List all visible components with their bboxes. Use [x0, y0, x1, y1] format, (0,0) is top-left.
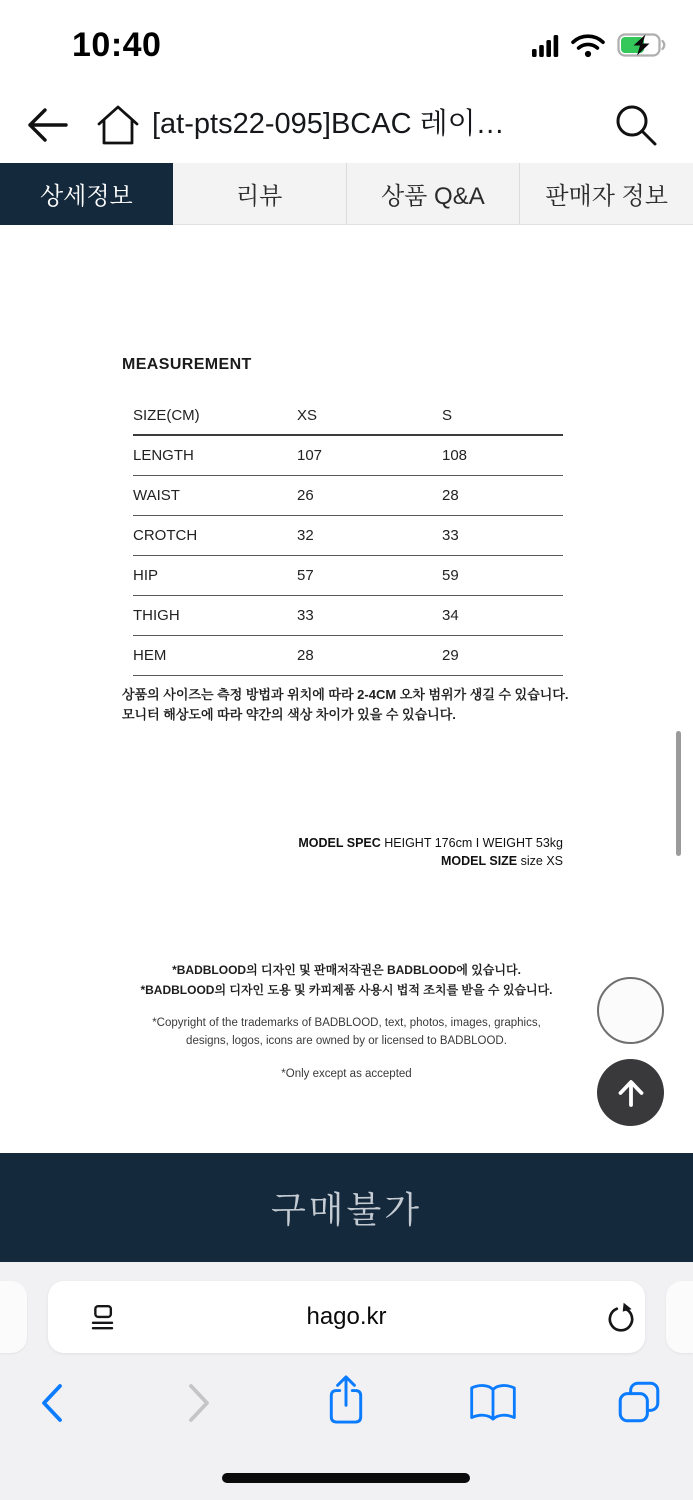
- model-spec-label: MODEL SPEC: [298, 836, 381, 850]
- model-size-value: size XS: [517, 853, 563, 868]
- book-icon: [467, 1380, 519, 1426]
- table-cell: CROTCH: [133, 516, 297, 556]
- measurement-table: [133, 396, 563, 676]
- floating-circle-button[interactable]: [597, 977, 664, 1044]
- model-spec-value: HEIGHT 176cm I WEIGHT 53kg: [380, 836, 563, 850]
- purchase-unavailable-label: 구매불가: [270, 1189, 423, 1230]
- table-row: [133, 636, 563, 676]
- size-notice: [122, 685, 569, 725]
- arrow-up-icon: [613, 1075, 649, 1111]
- search-button[interactable]: [608, 97, 664, 153]
- scrollbar-thumb[interactable]: [676, 731, 681, 856]
- table-header-cell: XS: [297, 396, 442, 435]
- back-button[interactable]: [18, 97, 74, 153]
- previous-tab-stub[interactable]: [0, 1281, 27, 1353]
- copyright-line: *Copyright of the trademarks of BADBLOOD, text, photos, images, graphics,: [152, 1017, 541, 1029]
- tabs-button[interactable]: [614, 1375, 664, 1429]
- table-cell: 108: [442, 435, 563, 476]
- product-detail-content: [0, 225, 693, 1153]
- bookmarks-button[interactable]: [466, 1378, 520, 1428]
- tab-product-qna[interactable]: 상품 Q&A: [346, 163, 520, 225]
- table-cell: 57: [297, 556, 442, 596]
- chevron-left-icon: [37, 1380, 67, 1426]
- reader-options-button[interactable]: [82, 1297, 122, 1337]
- search-icon: [613, 102, 659, 148]
- home-button[interactable]: [90, 97, 146, 153]
- table-cell: 34: [442, 596, 563, 636]
- table-cell: 28: [297, 636, 442, 676]
- tab-detail-info[interactable]: 상세정보: [0, 163, 173, 225]
- table-cell: 33: [297, 596, 442, 636]
- wifi-icon: [570, 32, 606, 58]
- table-header-row: [133, 396, 563, 435]
- product-tab-bar: [0, 163, 693, 225]
- reload-icon: [605, 1300, 637, 1334]
- copyright-line: designs, logos, icons are owned by or licensed to BADBLOOD.: [186, 1035, 507, 1047]
- size-notice-line: 상품의 사이즈는 측정 방법과 위치에 따라 2-4CM 오차 범위가 생길 수 있습니다.: [122, 687, 569, 702]
- tab-reviews[interactable]: 리뷰: [173, 163, 346, 225]
- table-cell: HIP: [133, 556, 297, 596]
- next-tab-stub[interactable]: [666, 1281, 693, 1353]
- reload-button[interactable]: [601, 1297, 641, 1337]
- table-cell: 59: [442, 556, 563, 596]
- table-row: [133, 476, 563, 516]
- table-cell: WAIST: [133, 476, 297, 516]
- model-size-label: MODEL SIZE: [440, 853, 518, 868]
- table-cell: 32: [297, 516, 442, 556]
- status-icons: [532, 32, 667, 58]
- table-cell: HEM: [133, 636, 297, 676]
- table-cell: 28: [442, 476, 563, 516]
- arrow-left-icon: [22, 103, 70, 147]
- table-cell: LENGTH: [133, 435, 297, 476]
- copyright-exception: *Only except as accepted: [281, 1068, 412, 1080]
- model-spec-line: [298, 835, 563, 853]
- browser-forward-button[interactable]: [181, 1378, 217, 1428]
- copyright-korean: [60, 961, 633, 1000]
- page-title: [at-pts22-095]BCAC 레이…: [152, 108, 505, 140]
- chevron-right-icon: [184, 1380, 214, 1426]
- home-icon: [93, 102, 143, 148]
- tabs-icon: [615, 1378, 663, 1426]
- address-bar[interactable]: [48, 1281, 645, 1353]
- table-cell: THIGH: [133, 596, 297, 636]
- size-notice-line: 모니터 해상도에 따라 약간의 색상 차이가 있을 수 있습니다.: [122, 707, 456, 722]
- table-row: [133, 596, 563, 636]
- table-row: [133, 516, 563, 556]
- table-cell: 26: [297, 476, 442, 516]
- measurement-title: MEASUREMENT: [122, 356, 252, 373]
- table-cell: 29: [442, 636, 563, 676]
- table-cell: 107: [297, 435, 442, 476]
- copyright-line: *BADBLOOD의 디자인 및 판매저작권은 BADBLOOD에 있습니다.: [172, 963, 521, 977]
- share-button[interactable]: [324, 1370, 368, 1430]
- browser-back-button[interactable]: [34, 1378, 70, 1428]
- reader-icon: [87, 1302, 118, 1333]
- table-row: [133, 435, 563, 476]
- browser-chrome: [0, 1262, 693, 1500]
- table-row: [133, 556, 563, 596]
- scroll-to-top-button[interactable]: [597, 1059, 664, 1126]
- model-size-line: [298, 853, 563, 871]
- url-text: hago.kr: [306, 1303, 387, 1330]
- purchase-unavailable-button[interactable]: [0, 1153, 693, 1262]
- table-header-cell: SIZE(CM): [133, 396, 297, 435]
- share-icon: [325, 1373, 367, 1427]
- model-spec: [298, 835, 563, 870]
- tab-seller-info[interactable]: 판매자 정보: [519, 163, 693, 225]
- table-header-cell: S: [442, 396, 563, 435]
- nav-bar: [0, 85, 693, 163]
- battery-charging-icon: [617, 33, 667, 57]
- status-time: 10:40: [72, 26, 162, 64]
- copyright-english: [60, 1014, 633, 1050]
- table-cell: 33: [442, 516, 563, 556]
- copyright-line: *BADBLOOD의 디자인 도용 및 카피제품 사용시 법적 조치를 받을 수 있습니다.: [140, 982, 553, 997]
- status-bar: [0, 0, 693, 85]
- signal-strength-icon: [532, 32, 559, 58]
- home-indicator[interactable]: [222, 1473, 470, 1483]
